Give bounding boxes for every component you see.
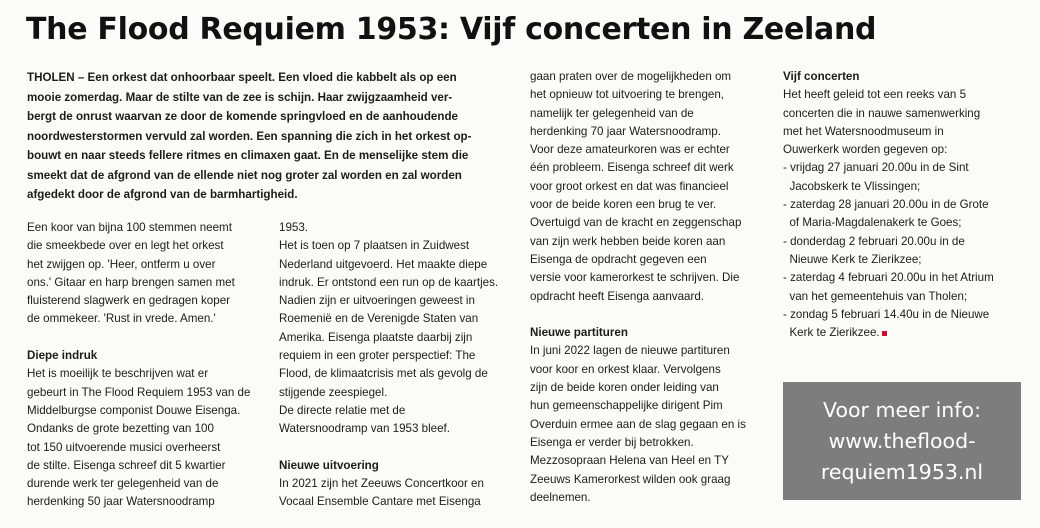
concert-list-item: Nieuwe Kerk te Zierikzee; xyxy=(783,252,922,266)
body-line: durende werk ter gelegenheid van de xyxy=(27,477,219,491)
body-line: stijgende zeespiegel. xyxy=(279,385,388,399)
body-line: Middelburgse componist Douwe Eisenga. xyxy=(27,403,241,417)
body-line: gaan praten over de mogelijkheden om xyxy=(530,70,732,83)
body-line: versie voor kamerorkest te schrijven. Die xyxy=(530,271,740,285)
more-info-box xyxy=(783,382,1021,500)
body-line: Voor deze amateurkoren was er echter xyxy=(530,143,730,157)
paragraph-gap xyxy=(279,439,519,457)
body-line: concerten die in nauwe samenwerking xyxy=(783,106,981,120)
concert-list-item: - donderdag 2 februari 20.00u in de xyxy=(783,234,965,248)
body-line: Watersnoodramp van 1953 bleef. xyxy=(279,422,451,436)
body-line: Eisenga de opdracht gegeven een xyxy=(530,252,707,266)
body-line: Het is toen op 7 plaatsen in Zuidwest xyxy=(279,239,470,253)
body-line: het opnieuw tot uitvoering te brengen, xyxy=(530,88,725,102)
body-line: ons.' Gitaar en harp brengen samen met xyxy=(27,275,235,289)
lead-line: smeekt dat de afgrond van de ellende niet nog groter zal worden en zal worden xyxy=(27,168,462,182)
body-line: namelijk ter gelegenheid van de xyxy=(530,106,694,120)
concert-list-item: - zondag 5 februari 14.40u in de Nieuwe xyxy=(783,307,990,321)
body-line: Roemenië en de Verenigde Staten van xyxy=(279,312,479,326)
column-3 xyxy=(530,68,770,507)
body-line: Vocaal Ensemble Cantare met Eisenga xyxy=(279,495,481,509)
body-line: Nederland uitgevoerd. Het maakte diepe xyxy=(279,257,488,271)
body-line: In juni 2022 lagen de nieuwe partituren xyxy=(530,344,730,358)
body-line: Ondanks de grote bezetting van 100 xyxy=(27,422,214,436)
body-line: de ommekeer. 'Rust in vrede. Amen.' xyxy=(27,312,216,326)
lead-line: mooie zomerdag. Maar de stilte van de zee is schijn. Haar zwijgzaamheid ver- xyxy=(27,90,453,104)
body-line: tot 150 uitvoerende musici overheerst xyxy=(27,440,221,454)
body-line: deelnemen. xyxy=(530,490,591,504)
body-line: Het is moeilijk te beschrijven wat er xyxy=(27,367,209,381)
body-line: voor groot orkest en dat was financieel xyxy=(530,179,729,193)
body-line: Eisenga er verder bij betrokken. xyxy=(530,435,694,449)
more-info-url: requiem1953.nl xyxy=(820,460,984,484)
more-info-heading: Voor meer info: xyxy=(823,398,981,422)
paragraph-gap xyxy=(530,306,770,324)
concert-list-item: - zaterdag 4 februari 20.00u in het Atrium xyxy=(783,271,994,285)
column-1 xyxy=(27,219,267,512)
body-line: requiem in een groter perspectief: The xyxy=(279,349,476,363)
column-2 xyxy=(279,219,519,512)
body-line: zijn de beide koren onder leiding van xyxy=(530,381,719,395)
concert-list-item: Jacobskerk te Vlissingen; xyxy=(783,179,921,193)
subheading-diepe-indruk: Diepe indruk xyxy=(27,349,98,363)
body-line: van zijn werk hebben beide koren aan xyxy=(530,234,726,248)
more-info-url: www.theflood- xyxy=(828,429,976,453)
lead-line: bergt de onrust waarvan ze door de komende springvloed en de aanhoudende xyxy=(27,110,458,123)
body-line: het zwijgen op. 'Heer, ontferm u over xyxy=(27,257,216,271)
body-line: gebeurt in The Flood Requiem 1953 van de xyxy=(27,385,251,399)
lead-line: afgedekt door de afgrond van de barmhartigheid. xyxy=(27,188,298,201)
body-line: voor koor en orkest klaar. Vervolgens xyxy=(530,362,721,376)
body-line: 1953. xyxy=(279,221,309,234)
body-line: herdenking 70 jaar Watersnoodramp. xyxy=(530,124,721,138)
concert-list-item: - vrijdag 27 januari 20.00u in de Sint xyxy=(783,161,969,175)
body-line: hun gemeenschappelijke dirigent Pim xyxy=(530,399,723,413)
body-line: De directe relatie met de xyxy=(279,403,406,417)
body-line: die smeekbede over en legt het orkest xyxy=(27,239,224,253)
lead-paragraph xyxy=(27,68,517,205)
body-line: één probleem. Eisenga schreef dit werk xyxy=(530,161,734,175)
body-line: In 2021 zijn het Zeeuws Concertkoor en xyxy=(279,477,484,491)
lead-line: bouwt en naar steeds fellere ritmes en climaxen gaat. En de menselijke stem die xyxy=(27,149,469,162)
paragraph-gap xyxy=(27,329,267,347)
body-line: met het Watersnoodmuseum in xyxy=(783,124,944,138)
concert-list-item: van het gemeentehuis van Tholen; xyxy=(783,289,968,303)
subheading-nieuwe-uitvoering: Nieuwe uitvoering xyxy=(279,458,379,472)
body-line: Overduin ermee aan de slag gegaan en is xyxy=(530,417,746,431)
article-title: The Flood Requiem 1953: Vijf concerten in Zeeland xyxy=(26,12,877,47)
concert-list-item-last xyxy=(783,324,1023,342)
body-line: voor de beide koren een brug te ver. xyxy=(530,198,717,212)
body-line: de stilte. Eisenga schreef dit 5 kwartier xyxy=(27,458,226,472)
end-of-article-mark-icon xyxy=(882,331,887,336)
column-4 xyxy=(783,68,1023,342)
subheading-vijf-concerten: Vijf concerten xyxy=(783,70,860,83)
body-line: Zeeuws Kamerorkest wilden ook graag xyxy=(530,472,731,486)
body-line: Amerika. Eisenga plaatste daarbij zijn xyxy=(279,330,473,344)
concert-list-item: - zaterdag 28 januari 20.00u in de Grote xyxy=(783,198,989,212)
body-line: Mezzosopraan Helena van Heel en TY xyxy=(530,454,729,468)
body-line: Kerk te Zierikzee. xyxy=(783,326,880,340)
body-line: Nadien zijn er uitvoeringen geweest in xyxy=(279,294,475,308)
body-line: opdracht heeft Eisenga aanvaard. xyxy=(530,289,705,303)
body-line: Het heeft geleid tot een reeks van 5 xyxy=(783,88,967,102)
lead-line: noordwesterstormen vervuld zal worden. Een spanning die zich in het orkest op- xyxy=(27,129,472,143)
body-line: Flood, de klimaatcrisis met als gevolg de xyxy=(279,367,488,381)
body-line: Overtuigd van de kracht en zeggenschap xyxy=(530,216,742,230)
body-line: indruk. Er ontstond een run op de kaartjes. xyxy=(279,275,499,289)
body-line: Ouwerkerk worden gegeven op: xyxy=(783,143,948,157)
body-line: herdenking 50 jaar Watersnoodramp xyxy=(27,495,215,509)
lead-line: THOLEN – Een orkest dat onhoorbaar speelt. Een vloed die kabbelt als op een xyxy=(27,71,457,84)
subheading-nieuwe-partituren: Nieuwe partituren xyxy=(530,326,628,340)
body-line: fluisterend slagwerk en gedragen koper xyxy=(27,294,231,308)
body-line: Een koor van bijna 100 stemmen neemt xyxy=(27,221,232,234)
concert-list-item: of Maria-Magdalenakerk te Goes; xyxy=(783,216,962,230)
